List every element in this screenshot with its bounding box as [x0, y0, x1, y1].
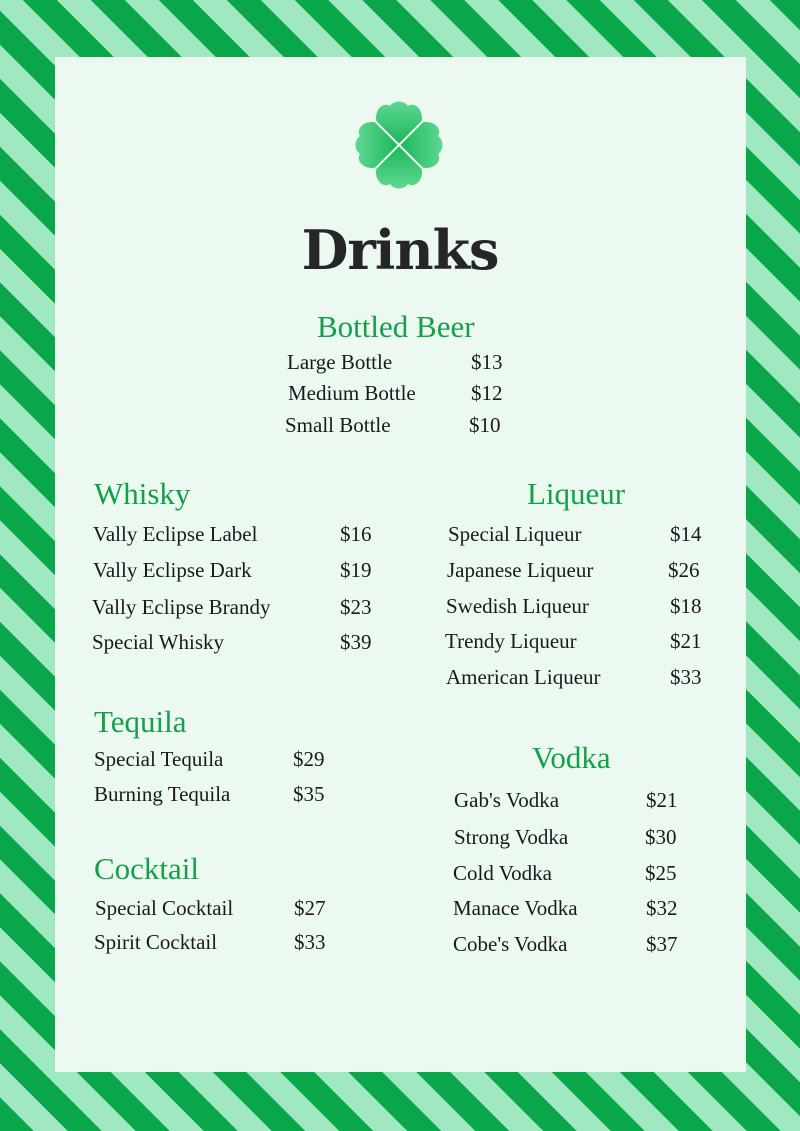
item-name: Special Liqueur [448, 522, 582, 546]
item-name: Swedish Liqueur [446, 594, 589, 618]
item-name: Small Bottle [285, 413, 391, 437]
item-name: Cobe's Vodka [453, 932, 568, 956]
page-title: Drinks [301, 218, 499, 282]
item-price: $21 [646, 788, 678, 812]
item-name: Vally Eclipse Dark [93, 558, 252, 582]
item-price: $13 [471, 350, 503, 374]
item-name: Burning Tequila [94, 782, 231, 806]
item-price: $21 [670, 629, 702, 653]
four-leaf-clover-icon [352, 98, 446, 192]
item-price: $18 [670, 594, 702, 618]
section-heading-whisky: Whisky [94, 476, 191, 511]
item-price: $35 [293, 782, 325, 806]
item-name: Medium Bottle [288, 381, 416, 405]
item-name: Special Tequila [94, 747, 224, 771]
item-price: $33 [294, 930, 326, 954]
item-name: Special Whisky [92, 630, 225, 654]
item-price: $14 [670, 522, 702, 546]
item-name: Japanese Liqueur [447, 558, 594, 582]
section-heading-bottled-beer: Bottled Beer [317, 309, 475, 344]
item-name: Gab's Vodka [454, 788, 560, 812]
item-price: $26 [668, 558, 700, 582]
item-name: Vally Eclipse Brandy [92, 595, 271, 619]
item-price: $16 [340, 522, 372, 546]
item-name: Manace Vodka [453, 896, 578, 920]
item-name: Strong Vodka [454, 825, 569, 849]
item-price: $32 [646, 896, 678, 920]
item-price: $25 [645, 861, 677, 885]
item-price: $30 [645, 825, 677, 849]
item-name: Trendy Liqueur [445, 629, 577, 653]
item-name: Cold Vodka [453, 861, 552, 885]
section-heading-liqueur: Liqueur [527, 476, 626, 511]
item-name: Large Bottle [287, 350, 393, 374]
item-price: $27 [294, 896, 326, 920]
item-price: $19 [340, 558, 372, 582]
item-name: Special Cocktail [95, 896, 234, 920]
item-price: $29 [293, 747, 325, 771]
item-price: $10 [469, 413, 501, 437]
section-heading-cocktail: Cocktail [94, 851, 200, 886]
item-price: $12 [471, 381, 503, 405]
item-name: American Liqueur [446, 665, 601, 689]
item-price: $37 [646, 932, 678, 956]
item-price: $23 [340, 595, 372, 619]
item-name: Vally Eclipse Label [93, 522, 258, 546]
item-price: $39 [340, 630, 372, 654]
item-name: Spirit Cocktail [94, 930, 218, 954]
item-price: $33 [670, 665, 702, 689]
section-heading-vodka: Vodka [532, 740, 611, 775]
section-heading-tequila: Tequila [94, 704, 187, 739]
